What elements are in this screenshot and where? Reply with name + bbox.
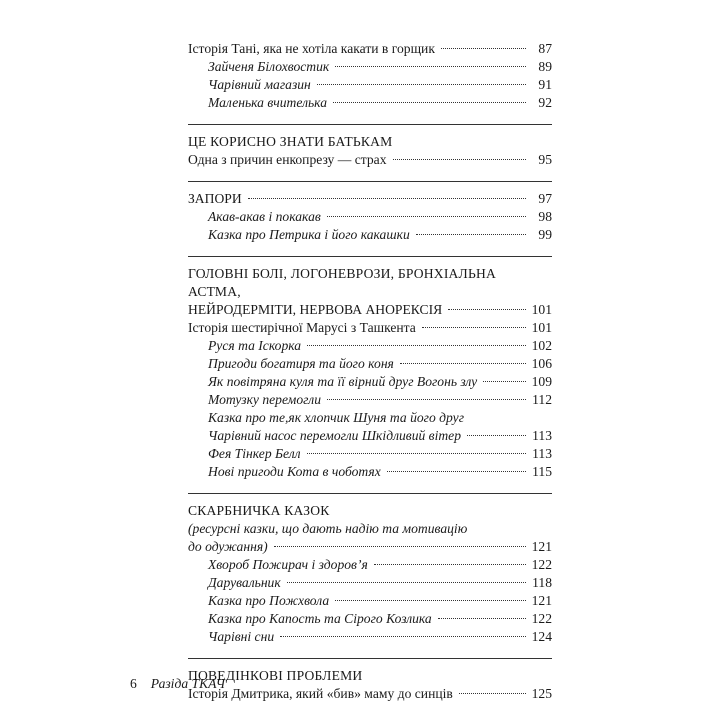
dot-leader [280,636,525,637]
section-divider [188,658,552,659]
entry-page-number: 101 [531,302,552,317]
section-heading: ГОЛОВНІ БОЛІ, ЛОГОНЕВРОЗИ, БРОНХІАЛЬНА АСТМА, [188,266,497,299]
toc-entry[interactable] [188,520,552,538]
entry-title: Дарувальник [208,575,281,590]
toc-subentry[interactable] [188,574,552,592]
entry-page-number: 121 [531,539,552,554]
toc-entry[interactable] [188,301,552,319]
entry-page-number: 112 [532,392,552,407]
entry-page-number: 121 [531,593,552,608]
entry-page-number: 87 [538,41,552,56]
entry-title: НЕЙРОДЕРМІТИ, НЕРВОВА АНОРЕКСІЯ [188,302,443,317]
entry-title: до одужання) [188,539,268,554]
dot-leader [335,600,525,601]
entry-page-number: 113 [532,446,552,461]
dot-leader [335,66,526,67]
entry-page-number: 113 [532,428,552,443]
dot-leader [287,582,526,583]
dot-leader [327,399,526,400]
dot-leader [333,102,526,103]
entry-title: Маленька вчителька [208,95,327,110]
page-footer [130,676,225,692]
entry-title: Акав-акав і покакав [208,209,321,224]
toc-subentry[interactable] [188,208,552,226]
entry-title: Чарівний магазин [208,77,311,92]
toc-section [188,40,552,112]
dot-leader [393,159,527,160]
toc-entry[interactable] [188,40,552,58]
toc-subentry[interactable] [188,610,552,628]
entry-title: Історія Тані, яка не хотіла какати в горщик [188,41,435,56]
dot-leader [441,48,526,49]
toc-entry[interactable] [188,190,552,208]
entry-page-number: 109 [531,374,552,389]
dot-leader [438,618,526,619]
entry-page-number: 95 [538,152,552,167]
entry-page-number: 124 [531,629,552,644]
table-of-contents [188,40,552,715]
entry-title: ЗАПОРИ [188,191,242,206]
toc-subentry[interactable] [188,94,552,112]
dot-leader [274,546,526,547]
entry-page-number: 91 [538,77,552,92]
entry-page-number: 98 [538,209,552,224]
toc-subentry[interactable] [188,628,552,646]
entry-title: Нові пригоди Кота в чоботях [208,464,381,479]
entry-title: Мотузку перемогли [208,392,321,407]
page-number: 6 [130,676,137,691]
toc-entry[interactable] [188,319,552,337]
entry-title: (ресурсні казки, що дають надію та мотивацію [188,521,468,536]
toc-subentry[interactable] [188,76,552,94]
toc-subentry[interactable] [188,337,552,355]
dot-leader [307,453,526,454]
section-divider [188,493,552,494]
dot-leader [327,216,526,217]
toc-section [188,181,552,244]
dot-leader [400,363,526,364]
toc-entry[interactable] [188,538,552,556]
toc-entry[interactable] [188,151,552,169]
dot-leader [483,381,525,382]
entry-title: Зайченя Білохвостик [208,59,330,74]
entry-page-number: 97 [538,191,552,206]
entry-title: Фея Тінкер Белл [208,446,301,461]
dot-leader [374,564,526,565]
toc-subentry[interactable] [188,445,552,463]
dot-leader [387,471,526,472]
dot-leader [422,327,526,328]
entry-page-number: 106 [531,356,552,371]
section-divider [188,256,552,257]
dot-leader [448,309,525,310]
dot-leader [467,435,526,436]
entry-title: Чарівні сни [208,629,275,644]
entry-title: Хвороб Пожирач і здоров’я [208,557,368,572]
entry-page-number: 101 [531,320,552,335]
toc-subentry[interactable] [188,427,552,445]
toc-subentry[interactable] [188,391,552,409]
dot-leader [317,84,526,85]
toc-subentry[interactable] [188,355,552,373]
entry-title: Чарівний насос перемогли Шкідливий вітер [208,428,462,443]
toc-section [188,256,552,481]
toc-entry[interactable] [188,685,552,703]
toc-section [188,658,552,703]
toc-subentry[interactable] [188,556,552,574]
toc-subentry[interactable] [188,226,552,244]
entry-page-number: 102 [531,338,552,353]
section-heading: СКАРБНИЧКА КАЗОК [188,503,330,518]
entry-title: Казка про Пожхвола [208,593,330,608]
entry-page-number: 122 [531,557,552,572]
author-name: Разіда ТКАЧ [150,676,225,691]
toc-subentry[interactable] [188,373,552,391]
entry-title: Пригоди богатиря та його коня [208,356,394,371]
section-heading: ПОВЕДІНКОВІ ПРОБЛЕМИ [188,668,363,683]
toc-subentry[interactable] [188,592,552,610]
dot-leader [416,234,526,235]
entry-title: Казка про те,як хлопчик Шуня та його друг [208,410,464,425]
entry-page-number: 92 [538,95,552,110]
section-divider [188,124,552,125]
toc-subentry[interactable] [188,463,552,481]
entry-page-number: 118 [532,575,552,590]
dot-leader [307,345,526,346]
entry-title: Руся та Іскорка [208,338,302,353]
entry-page-number: 115 [532,464,552,479]
entry-title: Історія шестирічної Марусі з Ташкента [188,320,416,335]
toc-section [188,124,552,169]
toc-subentry[interactable] [188,58,552,76]
toc-section [188,493,552,646]
entry-page-number: 122 [531,611,552,626]
entry-title: Історія Дмитрика, який «бив» маму до синців [188,686,453,701]
dot-leader [459,693,526,694]
entry-page-number: 99 [538,227,552,242]
entry-title: Як повітряна куля та її вірний друг Вогонь злу [208,374,478,389]
section-divider [188,181,552,182]
entry-title: Казка про Капость та Сірого Козлика [208,611,432,626]
entry-page-number: 125 [531,686,552,701]
dot-leader [248,198,526,199]
toc-subentry[interactable] [188,409,552,427]
entry-title: Одна з причин енкопрезу — страх [188,152,387,167]
section-heading: ЦЕ КОРИСНО ЗНАТИ БАТЬКАМ [188,134,393,149]
entry-page-number: 89 [538,59,552,74]
entry-title: Казка про Петрика і його какашки [208,227,410,242]
